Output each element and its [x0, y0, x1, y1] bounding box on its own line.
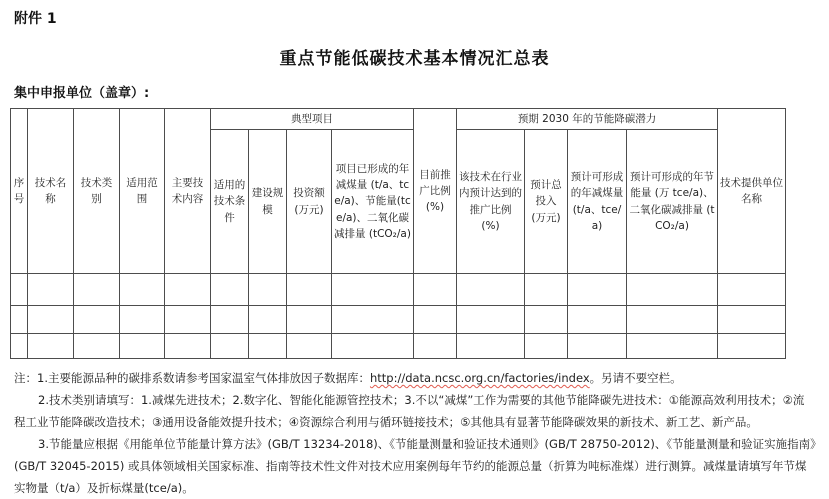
body-cell[interactable]: [414, 274, 457, 306]
group-header-typical-project: 典型项目: [211, 109, 414, 130]
body-cell[interactable]: [568, 306, 627, 334]
body-cell[interactable]: [332, 306, 414, 334]
col-header-investment: 投资额 (万元): [287, 130, 332, 274]
body-cell[interactable]: [120, 306, 165, 334]
body-cell[interactable]: [28, 274, 74, 306]
body-cell[interactable]: [332, 334, 414, 359]
note-line-1: [14, 367, 822, 389]
col-header-main-content: 主要技术内容: [165, 109, 211, 274]
body-cell[interactable]: [165, 306, 211, 334]
body-cell[interactable]: [414, 334, 457, 359]
body-cell[interactable]: [287, 334, 332, 359]
body-cell[interactable]: [568, 334, 627, 359]
body-cell[interactable]: [627, 306, 718, 334]
table-row: [11, 334, 786, 359]
body-cell[interactable]: [332, 274, 414, 306]
body-cell[interactable]: [11, 334, 28, 359]
col-header-construction-scale: 建设规模: [249, 130, 287, 274]
col-header-expected-investment: 预计总投入 (万元): [525, 130, 568, 274]
body-cell[interactable]: [120, 274, 165, 306]
body-cell[interactable]: [249, 274, 287, 306]
note-1-text: 注：1.主要能源品种的碳排系数请参考国家温室气体排放因子数据库：: [14, 371, 370, 385]
note-line-5: (GB/T 32045-2015) 或具体领域相关国家标准、指南等技术性文件对技术应用案例每年节约的能源总量（折算为吨标准煤）进行测算。减煤量请填写年节煤: [14, 459, 807, 473]
body-cell[interactable]: [414, 306, 457, 334]
body-cell[interactable]: [249, 306, 287, 334]
body-cell[interactable]: [211, 306, 249, 334]
table-row: [11, 306, 786, 334]
col-header-expected-energy-saving: 预计可形成的年节能量 (万 tce/a)、二氧化碳减排量 (tCO₂/a): [627, 130, 718, 274]
col-header-tech-conditions: 适用的技术条件: [211, 130, 249, 274]
col-header-current-promotion-ratio: 目前推广比例 (%): [414, 109, 457, 274]
body-cell[interactable]: [718, 274, 786, 306]
col-header-scope: 适用范围: [120, 109, 165, 274]
note-line-4: 3.节能量应根据《用能单位节能量计算方法》(GB/T 13234-2018)、《节能量测量和验证技术通则》(GB/T 28750-2012)、《节能量测量和验证实施指南》: [38, 437, 822, 451]
body-cell[interactable]: [457, 334, 525, 359]
body-cell[interactable]: [525, 306, 568, 334]
col-header-provider-name: 技术提供单位名称: [718, 109, 786, 274]
col-header-project-reduction: 项目已形成的年减煤量 (t/a、tce/a)、节能量(tce/a)、二氧化碳减排量 (tCO₂/a): [332, 130, 414, 274]
col-header-tech-name: 技术名称: [28, 109, 74, 274]
body-cell[interactable]: [211, 274, 249, 306]
body-cell[interactable]: [457, 274, 525, 306]
body-cell[interactable]: [120, 334, 165, 359]
body-cell[interactable]: [287, 274, 332, 306]
declare-unit-label: 集中申报单位（盖章）:: [14, 86, 150, 101]
body-cell[interactable]: [74, 274, 120, 306]
col-header-expected-promotion-ratio: 该技术在行业内预计达到的推广比例 (%): [457, 130, 525, 274]
body-cell[interactable]: [28, 334, 74, 359]
body-cell[interactable]: [568, 274, 627, 306]
table-row: [11, 274, 786, 306]
group-header-2030-potential: 预期 2030 年的节能降碳潜力: [457, 109, 718, 130]
col-header-tech-category: 技术类别: [74, 109, 120, 274]
notes-block: [14, 367, 822, 499]
body-cell[interactable]: [249, 334, 287, 359]
note-1-url: http://data.ncsc.org.cn/factories/index: [369, 371, 590, 385]
body-cell[interactable]: [525, 274, 568, 306]
note-line-6: 实物量（t/a）及折标煤量(tce/a)。: [14, 481, 194, 495]
table-group-header-row: [11, 109, 786, 130]
body-cell[interactable]: [28, 306, 74, 334]
body-cell[interactable]: [11, 274, 28, 306]
note-line-3: 程工业节能降碳改造技术；③通用设备能效提升技术；④资源综合利用与循环链接技术；⑤其他具有显著节能降碳效果的新技术、新工艺、新产品。: [14, 415, 758, 429]
summary-table: [10, 108, 786, 359]
body-cell[interactable]: [165, 274, 211, 306]
body-cell[interactable]: [525, 334, 568, 359]
col-header-expected-coal-reduction: 预计可形成的年减煤量 (t/a、tce/a): [568, 130, 627, 274]
note-line-2: 2.技术类别请填写：1.减煤先进技术；2.数字化、智能化能源管控技术；3.不以“减煤”工作为需要的其他节能降碳先进技术：①能源高效利用技术；②流: [38, 393, 805, 407]
body-cell[interactable]: [74, 334, 120, 359]
body-cell[interactable]: [211, 334, 249, 359]
body-cell[interactable]: [165, 334, 211, 359]
attachment-label: 附件 1: [14, 11, 57, 27]
body-cell[interactable]: [74, 306, 120, 334]
note-1-suffix: 。另请不要空栏。: [589, 371, 682, 385]
col-header-serial-number: 序号: [11, 109, 28, 274]
body-cell[interactable]: [457, 306, 525, 334]
body-cell[interactable]: [718, 334, 786, 359]
body-cell[interactable]: [718, 306, 786, 334]
body-cell[interactable]: [287, 306, 332, 334]
page-title: 重点节能低碳技术基本情况汇总表: [279, 49, 550, 69]
body-cell[interactable]: [627, 274, 718, 306]
body-cell[interactable]: [627, 334, 718, 359]
body-cell[interactable]: [11, 306, 28, 334]
